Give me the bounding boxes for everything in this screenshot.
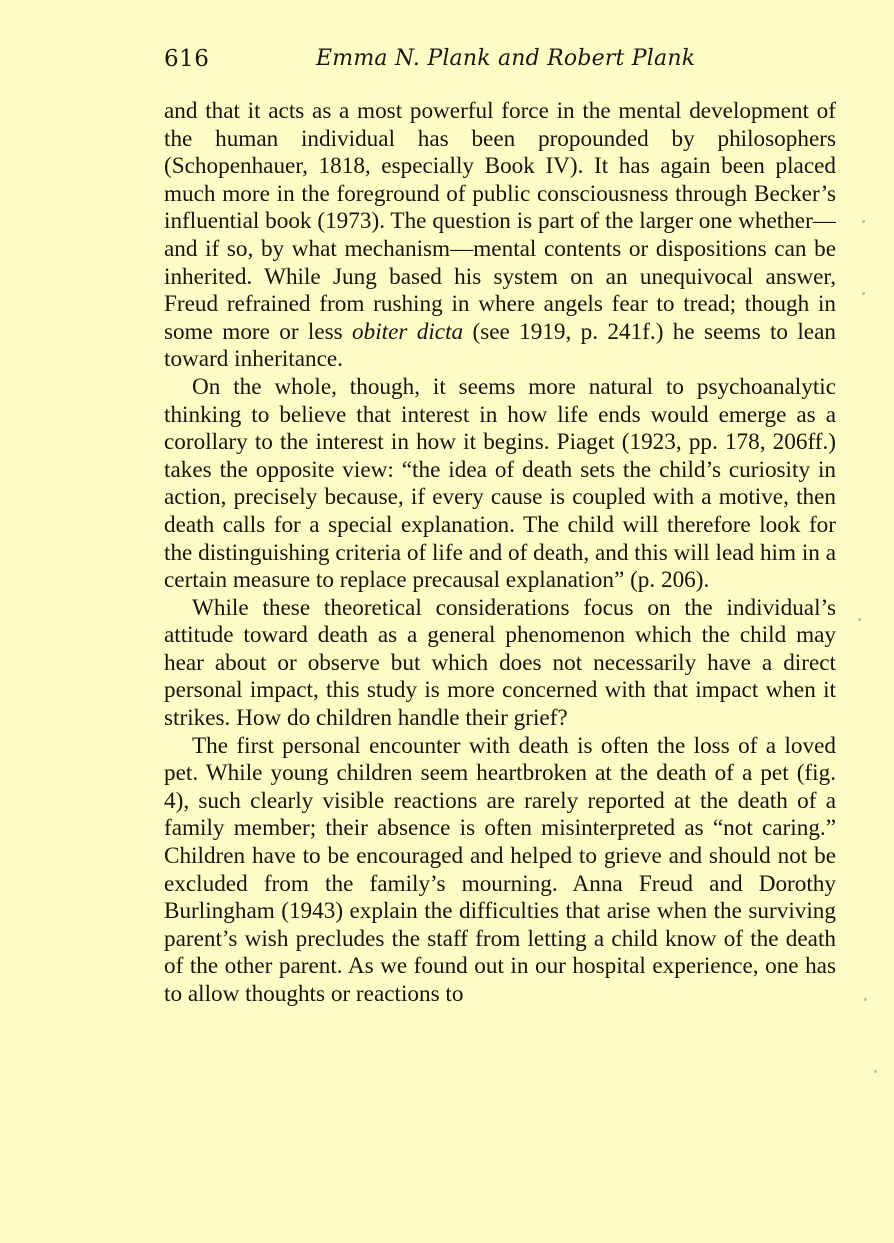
scan-speck: [862, 292, 865, 295]
paragraph-1: [164, 98, 836, 374]
running-head-authors: Emma N. Plank and Robert Plank: [316, 46, 696, 71]
paragraph-1-italic-phrase: obiter dicta: [352, 318, 464, 345]
paragraph-1-text-b: (see 1919, p. 241f.) he seems to lean toward inheritance.: [164, 318, 836, 373]
paragraph-4: The first personal encounter with death is often the loss of a loved pet. While young children seem heartbroken at the death of a pet (fig. 4), such clearly visible reactions are rarely reported at the death of a family member; their absence is often misinterpreted as “not caring.” Children have to be encouraged and helped to grieve and should not be excluded from the family’s mourning. Anna Freud and Dorothy Burlingham (1943) explain the difficulties that arise when the surviving parent’s wish precludes the staff from letting a child know of the death of the other parent. As we found out in our hospital experience, one has to allow thoughts or reactions to: [164, 732, 836, 1007]
paragraph-2: On the whole, though, it seems more natural to psychoanalytic thinking to believe that interest in how life ends would emerge as a corollary to the interest in how it begins. Piaget (1923, pp. 178, 206ff.) takes the opposite view: “the idea of death sets the child’s curiosity in action, precisely because, if every cause is coupled with a motive, then death calls for a special explanation. The child will therefore look for the distinguishing criteria of life and of death, and this will lead him in a certain measure to replace precausal explanation” (p. 206).: [164, 373, 836, 594]
paragraph-3: While these theoretical considerations focus on the individual’s attitude toward death as a general phenomenon which the child may hear about or observe but which does not necessarily have a direct personal impact, this study is more concerned with that impact when it strikes. How do children handle their grief?: [164, 594, 836, 732]
page-number: 616: [164, 46, 210, 72]
scan-speck: [864, 998, 867, 1001]
scan-speck: [858, 618, 861, 621]
scan-speck: [874, 1070, 877, 1073]
scan-speck: [862, 220, 865, 223]
running-head: [164, 44, 836, 78]
paragraph-1-text-a: and that it acts as a most powerful force in the mental development of the human individual has been propounded by philosophers (Schopenhauer, 1818, especially Book IV). It has again been placed much more in the foreground of public consciousness through Becker’s influential book (1973). The question is part of the larger one whether—and if so, by what mechanism—mental contents or dispositions can be inherited. While Jung based his system on an unequivocal answer, Freud refrained from rushing in where angels fear to tread; though in some more or less: [164, 98, 836, 345]
body-text: [164, 98, 836, 1009]
